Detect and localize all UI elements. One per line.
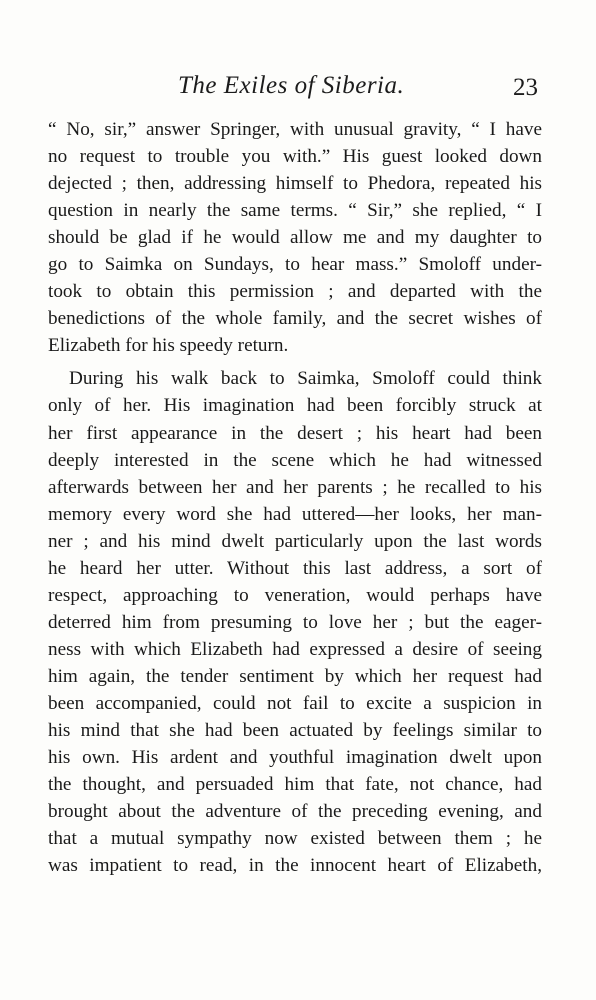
paragraph-1 bbox=[48, 116, 542, 359]
text-line: Elizabeth for his speedy return. bbox=[48, 335, 289, 357]
text-line: respect, approaching to veneration, would perhaps have bbox=[48, 584, 542, 606]
text-line: afterwards between her and her parents ; he recalled to his bbox=[48, 476, 542, 498]
text-line: him again, the tender sentiment by which her request had bbox=[48, 665, 542, 687]
running-head bbox=[48, 72, 542, 106]
text-line: brought about the adventure of the preceding evening, and bbox=[48, 801, 542, 823]
text-line: ner ; and his mind dwelt particularly upon the last words bbox=[48, 530, 542, 552]
running-title: The Exiles of Siberia. bbox=[178, 72, 405, 99]
text-line: go to Saimka on Sundays, to hear mass.” Smoloff under- bbox=[48, 254, 542, 276]
text-line: memory every word she had uttered—her looks, her man- bbox=[48, 503, 542, 525]
text-line: During his walk back to Saimka, Smoloff could think bbox=[69, 368, 542, 390]
text-line: deeply interested in the scene which he had witnessed bbox=[48, 449, 542, 471]
text-line: ness with which Elizabeth had expressed a desire of seeing bbox=[48, 638, 542, 660]
text-line: dejected ; then, addressing himself to Phedora, repeated his bbox=[48, 173, 542, 195]
text-line: no request to trouble you with.” His guest looked down bbox=[48, 146, 542, 168]
paragraph-2 bbox=[48, 365, 542, 879]
text-line: her first appearance in the desert ; his heart had been bbox=[48, 422, 542, 444]
text-line: question in nearly the same terms. “ Sir,” she replied, “ I bbox=[48, 200, 542, 222]
text-line: only of her. His imagination had been forcibly struck at bbox=[48, 395, 542, 417]
text-line: his mind that she had been actuated by feelings similar to bbox=[48, 720, 542, 742]
text-line: his own. His ardent and youthful imagination dwelt upon bbox=[48, 747, 542, 769]
text-line: was impatient to read, in the innocent heart of Elizabeth, bbox=[48, 855, 542, 877]
text-line: the thought, and persuaded him that fate, not chance, had bbox=[48, 774, 542, 796]
text-line: benedictions of the whole family, and the secret wishes of bbox=[48, 308, 542, 330]
text-line: should be glad if he would allow me and my daughter to bbox=[48, 227, 542, 249]
text-line: deterred him from presuming to love her ; but the eager- bbox=[48, 611, 542, 633]
text-line: that a mutual sympathy now existed between them ; he bbox=[48, 828, 542, 850]
text-line: been accompanied, could not fail to excite a suspicion in bbox=[48, 692, 542, 714]
text-line: “ No, sir,” answer Springer, with unusual gravity, “ I have bbox=[48, 119, 542, 140]
text-line: he heard her utter. Without this last address, a sort of bbox=[48, 557, 542, 579]
body-text bbox=[48, 116, 542, 879]
text-line: took to obtain this permission ; and departed with the bbox=[48, 281, 542, 303]
page-number: 23 bbox=[513, 74, 538, 101]
